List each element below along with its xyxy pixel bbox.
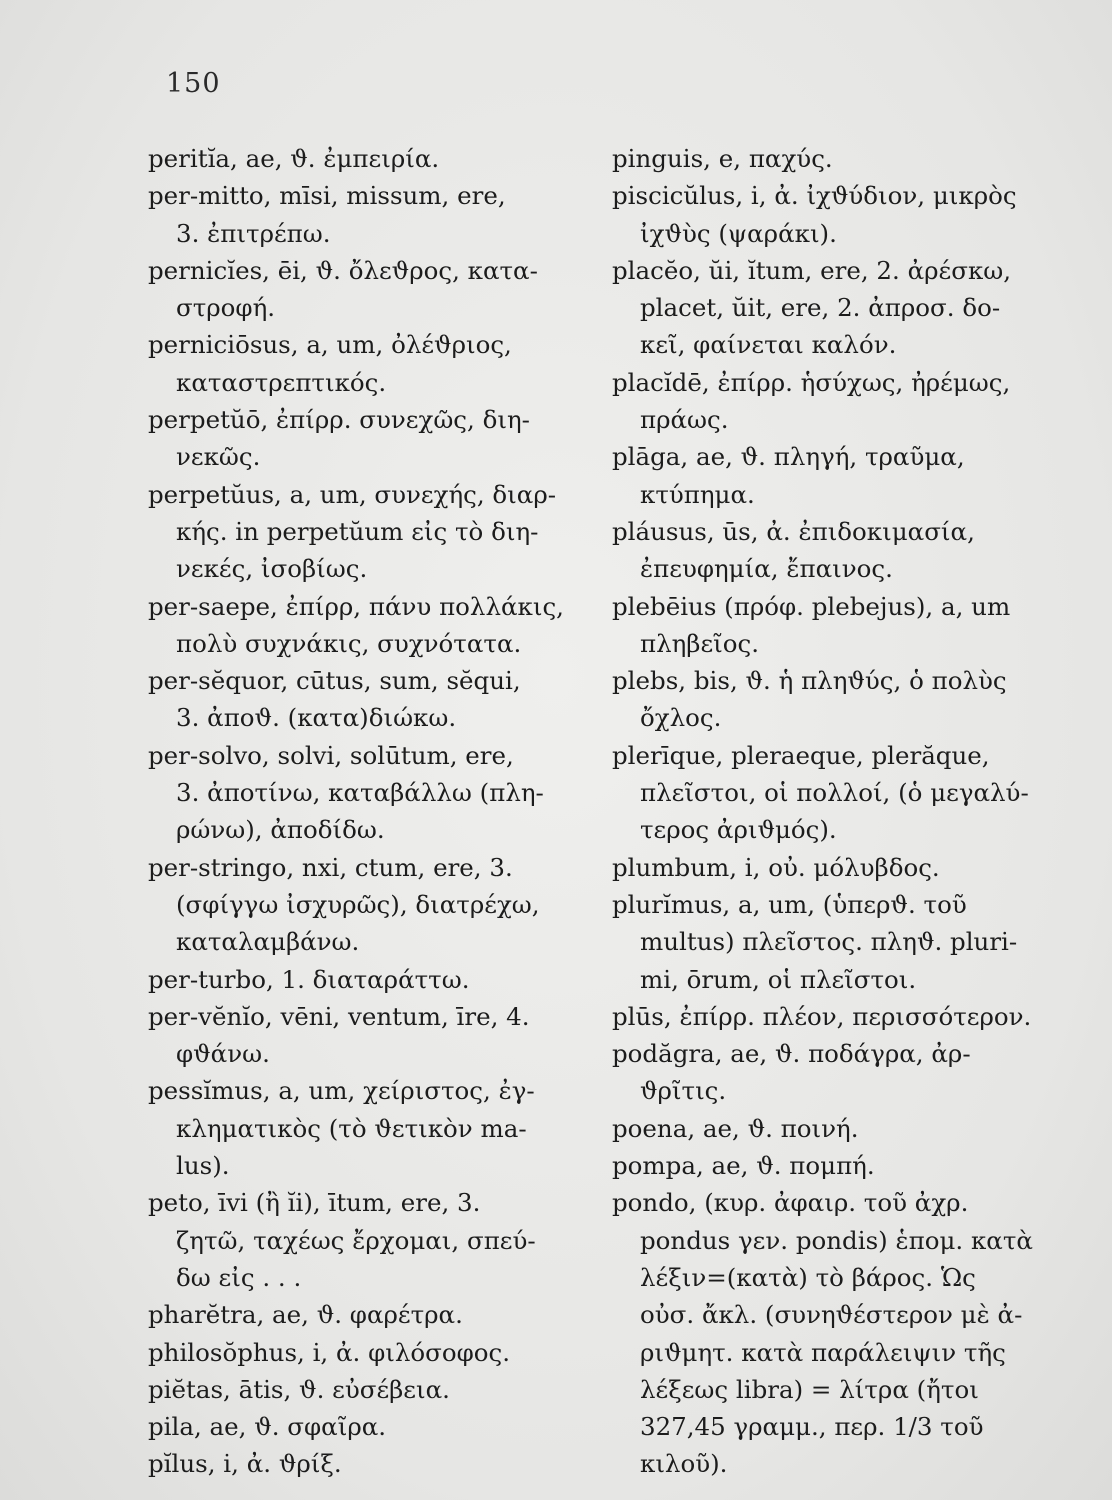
- entry-continuation: placet, ŭit, ere, 2. ἀπροσ. δο-: [640, 293, 1001, 323]
- entry-continuation: πλεῖστοι, οἱ πολλοί, (ὁ μεγαλύ-: [640, 778, 1029, 808]
- dictionary-entry: [148, 177, 578, 252]
- entry-headline: placĕo, ŭi, ĭtum, ere, 2. ἀρέσκω,: [612, 255, 1012, 285]
- entry-headline: pondo, (κυρ. ἀφαιρ. τοῦ ἀχρ.: [612, 1188, 969, 1218]
- entry-continuation: 327,45 γραμμ., περ. 1/3 τοῦ: [640, 1412, 984, 1442]
- entry-continuation: 3. ἐπιτρέπω.: [176, 218, 331, 248]
- entry-headline: plerīque, pleraeque, plerăque,: [612, 740, 990, 770]
- dictionary-entry: [148, 326, 578, 401]
- dictionary-entry: [612, 998, 1052, 1035]
- dictionary-entry: [612, 177, 1052, 252]
- entry-continuation: λέξεως libra) = λίτρα (ἤτοι: [640, 1374, 979, 1404]
- entry-continuation: καταλαμβάνω.: [176, 927, 360, 957]
- entry-continuation: πολὺ συχνάκις, συχνότατα.: [176, 628, 522, 658]
- entry-continuation: κτύπημα.: [640, 479, 755, 509]
- entry-continuation: multus) πλεῖστος. πληϑ. pluri-: [640, 927, 1018, 957]
- entry-continuation: πράως.: [640, 405, 729, 435]
- entry-continuation: 3. ἀποϑ. (κατα)διώκω.: [176, 703, 457, 733]
- dictionary-entry: [148, 849, 578, 961]
- dictionary-entry: [148, 401, 578, 476]
- dictionary-entry: [148, 1408, 578, 1445]
- entry-headline: per-mitto, mīsi, missum, ere,: [148, 181, 506, 211]
- dictionary-entry: [148, 998, 578, 1073]
- entry-headline: peritĭa, ae, ϑ. ἐμπειρία.: [148, 144, 440, 173]
- entry-continuation: οὐσ. ἄκλ. (συνηϑέστερον μὲ ἀ-: [640, 1300, 1023, 1330]
- entry-continuation: κιλοῦ).: [640, 1449, 728, 1479]
- entry-headline: per-vĕnĭo, vēni, ventum, īre, 4.: [148, 1001, 530, 1031]
- entry-headline: per-saepe, ἐπίρρ, πάνυ πολλάκις,: [148, 591, 564, 621]
- entry-continuation: 3. ἀποτίνω, καταβάλλω (πλη-: [176, 778, 544, 808]
- entry-continuation: δω εἰς . . .: [176, 1262, 302, 1292]
- entry-headline: pláusus, ūs, ἀ. ἐπιδοκιμασία,: [612, 516, 975, 546]
- entry-headline: pĭlus, i, ἀ. ϑρίξ.: [148, 1449, 342, 1479]
- entry-headline: pila, ae, ϑ. σφαῖρα.: [148, 1412, 387, 1442]
- dictionary-entry: [148, 1296, 578, 1333]
- entry-headline: pompa, ae, ϑ. πομπή.: [612, 1151, 875, 1181]
- dictionary-entry: [612, 438, 1052, 513]
- dictionary-entry: [148, 1072, 578, 1184]
- dictionary-entry: [612, 1110, 1052, 1147]
- entry-headline: per-stringo, nxi, ctum, ere, 3.: [148, 852, 513, 882]
- entry-headline: piĕtas, ātis, ϑ. εὐσέβεια.: [148, 1374, 450, 1404]
- entry-headline: per-sĕquor, cūtus, sum, sĕqui,: [148, 666, 521, 696]
- dictionary-entry: [612, 364, 1052, 439]
- entry-continuation: lus).: [176, 1151, 230, 1181]
- dictionary-entry: [148, 140, 578, 177]
- entry-continuation: καταστρεπτικός.: [176, 367, 387, 397]
- entry-continuation: ὄχλος.: [640, 703, 722, 733]
- dictionary-entry: [612, 662, 1052, 737]
- entry-headline: philosŏphus, i, ἀ. φιλόσοφος.: [148, 1337, 511, 1367]
- entry-headline: plāga, ae, ϑ. πληγή, τραῦμα,: [612, 442, 965, 472]
- entry-headline: placĭdē, ἐπίρρ. ἡσύχως, ἠρέμως,: [612, 367, 1011, 397]
- entry-headline: perpetŭō, ἐπίρρ. συνεχῶς, διη-: [148, 405, 530, 435]
- dictionary-entry: [148, 662, 578, 737]
- dictionary-entry: [612, 513, 1052, 588]
- entry-headline: plurĭmus, a, um, (ὑπερϑ. τοῦ: [612, 889, 967, 919]
- entry-headline: podăgra, ae, ϑ. ποδάγρα, ἀρ-: [612, 1039, 971, 1069]
- entry-headline: peto, īvi (ἢ ĭi), ītum, ere, 3.: [148, 1188, 481, 1218]
- entry-continuation: ϑρῖτις.: [640, 1076, 727, 1106]
- right-column: [612, 140, 1052, 1483]
- entry-continuation: mi, ōrum, οἱ πλεῖστοι.: [640, 964, 917, 994]
- entry-continuation: κεῖ, φαίνεται καλόν.: [640, 330, 897, 360]
- entry-continuation: ἐπευφημία, ἔπαινος.: [640, 554, 893, 584]
- entry-continuation: στροφή.: [176, 293, 276, 323]
- dictionary-entry: [612, 737, 1052, 849]
- entry-headline: pessĭmus, a, um, χείριστος, ἐγ-: [148, 1076, 535, 1106]
- entry-continuation: φϑάνω.: [176, 1039, 270, 1069]
- entry-headline: plumbum, i, οὐ. μόλυβδος.: [612, 852, 940, 882]
- entry-headline: per-solvo, solvi, solūtum, ere,: [148, 740, 514, 770]
- entry-headline: piscicŭlus, i, ἀ. ἰχϑύδιον, μικρὸς: [612, 181, 1017, 211]
- entry-headline: per-turbo, 1. διαταράττω.: [148, 964, 470, 994]
- entry-continuation: ζητῶ, ταχέως ἔρχομαι, σπεύ-: [176, 1225, 536, 1255]
- entry-continuation: pondus γεν. pondis) ἑπομ. κατὰ: [640, 1225, 1033, 1255]
- entry-headline: perpetŭus, a, um, συνεχής, διαρ-: [148, 479, 557, 509]
- dictionary-entry: [612, 140, 1052, 177]
- entry-headline: poena, ae, ϑ. ποινή.: [612, 1113, 859, 1143]
- left-column: [148, 140, 578, 1483]
- dictionary-entry: [612, 1184, 1052, 1482]
- dictionary-entry: [148, 1184, 578, 1296]
- dictionary-entry: [612, 849, 1052, 886]
- entry-continuation: κής. in perpetŭum εἰς τὸ διη-: [176, 516, 539, 546]
- dictionary-entry: [148, 476, 578, 588]
- dictionary-entry: [612, 1035, 1052, 1110]
- entry-continuation: πληβεῖος.: [640, 628, 760, 658]
- entry-continuation: ἰχϑὺς (ψαράκι).: [640, 218, 837, 248]
- dictionary-entry: [612, 886, 1052, 998]
- entry-headline: plebs, bis, ϑ. ἡ πληϑύς, ὁ πολὺς: [612, 666, 1007, 696]
- entry-headline: pinguis, e, παχύς.: [612, 144, 833, 173]
- dictionary-entry: [612, 588, 1052, 663]
- entry-continuation: κληματικὸς (τὸ ϑετικὸν ma-: [176, 1113, 527, 1143]
- page-number: 150: [166, 68, 221, 99]
- dictionary-entry: [148, 961, 578, 998]
- entry-continuation: νεκές, ἰσοβίως.: [176, 554, 368, 584]
- entry-continuation: λέξιν=(κατὰ) τὸ βάρος. Ὡς: [640, 1262, 976, 1292]
- entry-headline: perniciōsus, a, um, ὀλέϑριος,: [148, 330, 512, 360]
- dictionary-entry: [612, 1147, 1052, 1184]
- entry-continuation: νεκῶς.: [176, 442, 261, 472]
- dictionary-entry: [148, 737, 578, 849]
- dictionary-entry: [148, 1445, 578, 1482]
- entry-headline: plebēius (πρόφ. plebejus), a, um: [612, 591, 1011, 621]
- entry-headline: pernicĭes, ēi, ϑ. ὄλεϑρος, κατα-: [148, 255, 538, 285]
- entry-headline: plūs, ἐπίρρ. πλέον, περισσότερον.: [612, 1001, 1032, 1031]
- entry-continuation: ρώνω), ἀποδίδω.: [176, 815, 385, 845]
- dictionary-entry: [612, 252, 1052, 364]
- dictionary-entry: [148, 252, 578, 327]
- dictionary-entry: [148, 588, 578, 663]
- dictionary-entry: [148, 1334, 578, 1371]
- entry-headline: pharĕtra, ae, ϑ. φαρέτρα.: [148, 1300, 463, 1330]
- entry-continuation: ριϑμητ. κατὰ παράλειψιν τῆς: [640, 1337, 1006, 1367]
- entry-continuation: τερος ἀριϑμός).: [640, 815, 837, 845]
- entry-continuation: (σφίγγω ἰσχυρῶς), διατρέχω,: [176, 889, 540, 919]
- dictionary-entry: [148, 1371, 578, 1408]
